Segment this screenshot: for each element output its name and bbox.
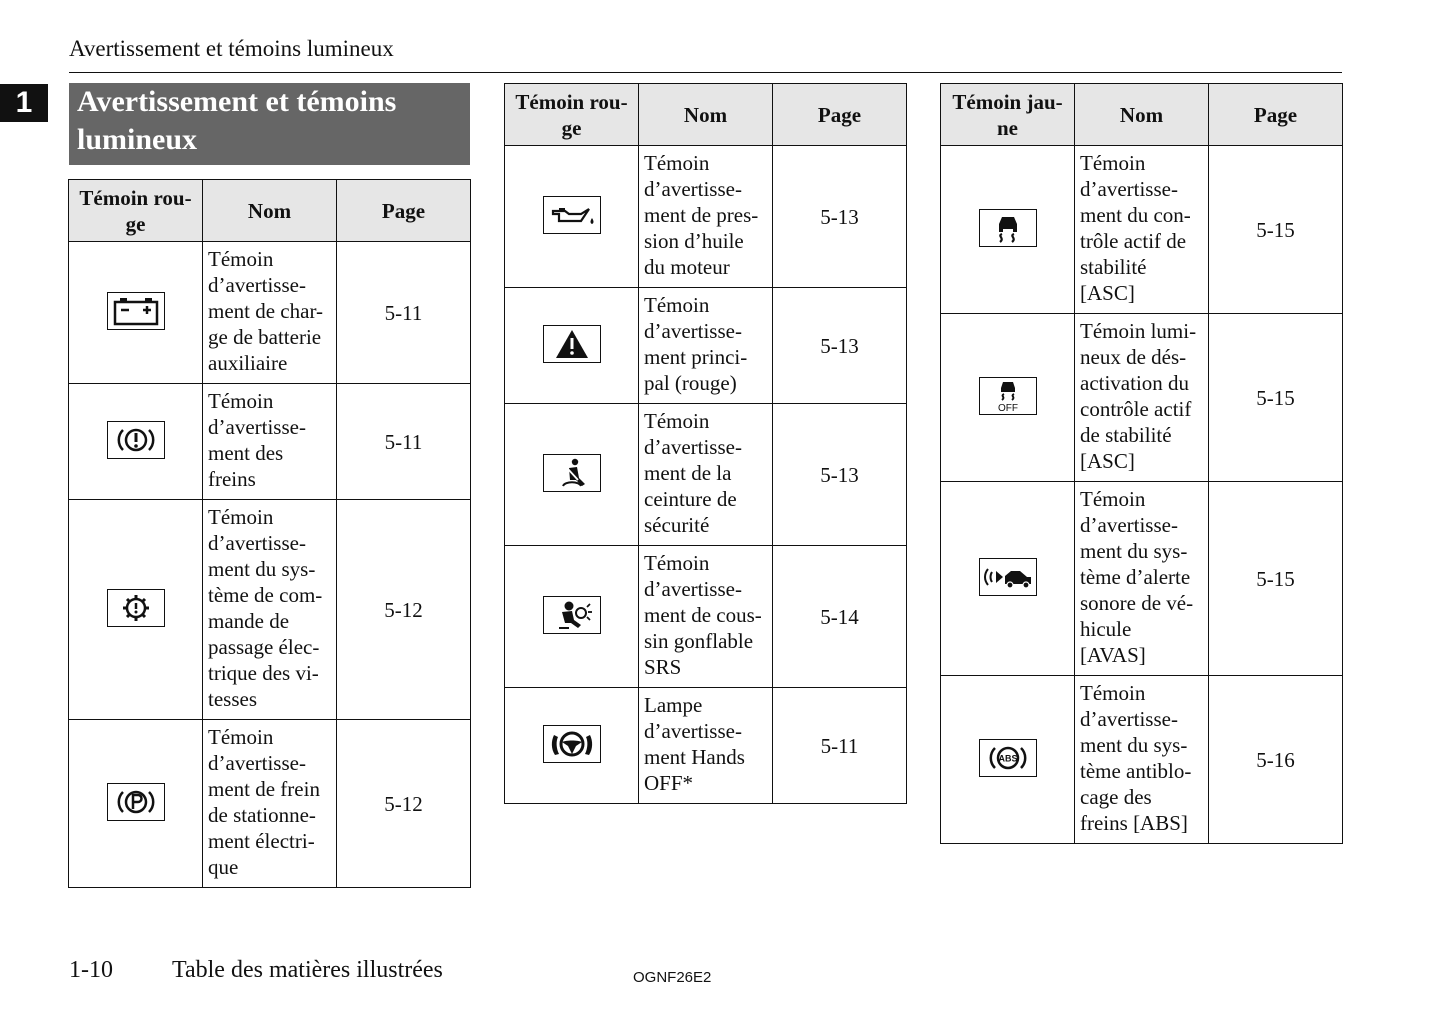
- header-name-column: Nom: [1075, 84, 1209, 146]
- row-name: Témoin d’avertisse- ment de frein de stationne- ment électri- que: [203, 720, 337, 888]
- table-row: [69, 720, 471, 888]
- hands-off-steering-icon: [543, 725, 601, 763]
- row-name: Témoin d’avertisse- ment de char- ge de batterie auxiliaire: [203, 242, 337, 384]
- header-icon-column: Témoin jau- ne: [941, 84, 1075, 146]
- stability-control-off-icon: [979, 377, 1037, 415]
- table-row: [505, 404, 907, 546]
- row-page-link[interactable]: 5-13: [773, 146, 907, 288]
- table-row: [69, 242, 471, 384]
- header-name-column: Nom: [203, 180, 337, 242]
- table-row: [941, 482, 1343, 676]
- row-name: Témoin d’avertisse- ment de la ceinture de sécurité: [639, 404, 773, 546]
- row-name: Témoin d’avertisse- ment du sys- tème d’alerte sonore de vé- hicule [AVAS]: [1075, 482, 1209, 676]
- row-name: Témoin d’avertisse- ment du sys- tème de com- mande de passage élec- trique des vi- tesses: [203, 500, 337, 720]
- page-number: 1-10: [69, 957, 113, 983]
- table-row: [941, 676, 1343, 844]
- table-row: [69, 500, 471, 720]
- table-row: [69, 384, 471, 500]
- table-row: [941, 314, 1343, 482]
- row-name: Lampe d’avertisse- ment Hands OFF*: [639, 688, 773, 804]
- document-code: OGNF26E2: [633, 969, 712, 986]
- battery-charge-icon: [107, 292, 165, 330]
- abs-icon: [979, 739, 1037, 777]
- header-name-column: Nom: [639, 84, 773, 146]
- row-page-link[interactable]: 5-16: [1209, 676, 1343, 844]
- row-name: Témoin d’avertisse- ment de pres- sion d’huile du moteur: [639, 146, 773, 288]
- off-label: OFF: [997, 402, 1018, 413]
- row-page-link[interactable]: 5-15: [1209, 482, 1343, 676]
- row-page-link[interactable]: 5-11: [337, 384, 471, 500]
- row-name: Témoin d’avertisse- ment princi- pal (rouge): [639, 288, 773, 404]
- header-divider: [69, 72, 1342, 73]
- abs-label: ABS: [997, 753, 1018, 763]
- table-row: [505, 288, 907, 404]
- row-name: Témoin d’avertisse- ment du sys- tème antiblo- cage des freins [ABS]: [1075, 676, 1209, 844]
- header-icon-column: Témoin rou- ge: [69, 180, 203, 242]
- seatbelt-icon: [543, 454, 601, 492]
- row-name: Témoin d’avertisse- ment de cous- sin gonflable SRS: [639, 546, 773, 688]
- table-row: [505, 146, 907, 288]
- row-name: Témoin lumi- neux de dés- activation du contrôle actif de stabilité [ASC]: [1075, 314, 1209, 482]
- header-page-column: Page: [773, 84, 907, 146]
- row-name: Témoin d’avertisse- ment du con- trôle actif de stabilité [ASC]: [1075, 146, 1209, 314]
- row-page-link[interactable]: 5-12: [337, 500, 471, 720]
- row-page-link[interactable]: 5-15: [1209, 314, 1343, 482]
- warning-table-red-1: [68, 179, 471, 888]
- parking-brake-icon: [107, 783, 165, 821]
- airbag-icon: [543, 596, 601, 634]
- warning-table-red-2: [504, 83, 907, 804]
- row-page-link[interactable]: 5-15: [1209, 146, 1343, 314]
- master-warning-icon: [543, 325, 601, 363]
- brake-warning-icon: [107, 421, 165, 459]
- row-page-link[interactable]: 5-14: [773, 546, 907, 688]
- header-page-column: Page: [337, 180, 471, 242]
- footer-title: Table des matières illustrées: [172, 957, 443, 983]
- header-page-column: Page: [1209, 84, 1343, 146]
- row-name: Témoin d’avertisse- ment des freins: [203, 384, 337, 500]
- shift-control-icon: [107, 589, 165, 627]
- section-title: Avertissement et témoins lumineux: [69, 83, 470, 165]
- row-page-link[interactable]: 5-12: [337, 720, 471, 888]
- warning-table-yellow: [940, 83, 1343, 844]
- row-page-link[interactable]: 5-11: [337, 242, 471, 384]
- row-page-link[interactable]: 5-11: [773, 688, 907, 804]
- table-row: [505, 546, 907, 688]
- chapter-tab: 1: [0, 84, 48, 122]
- stability-control-icon: [979, 209, 1037, 247]
- running-header: Avertissement et témoins lumineux: [69, 36, 394, 61]
- row-page-link[interactable]: 5-13: [773, 404, 907, 546]
- oil-pressure-icon: [543, 196, 601, 234]
- header-icon-column: Témoin rou- ge: [505, 84, 639, 146]
- table-row: [941, 146, 1343, 314]
- table-row: [505, 688, 907, 804]
- row-page-link[interactable]: 5-13: [773, 288, 907, 404]
- vehicle-sound-alert-icon: [979, 558, 1037, 596]
